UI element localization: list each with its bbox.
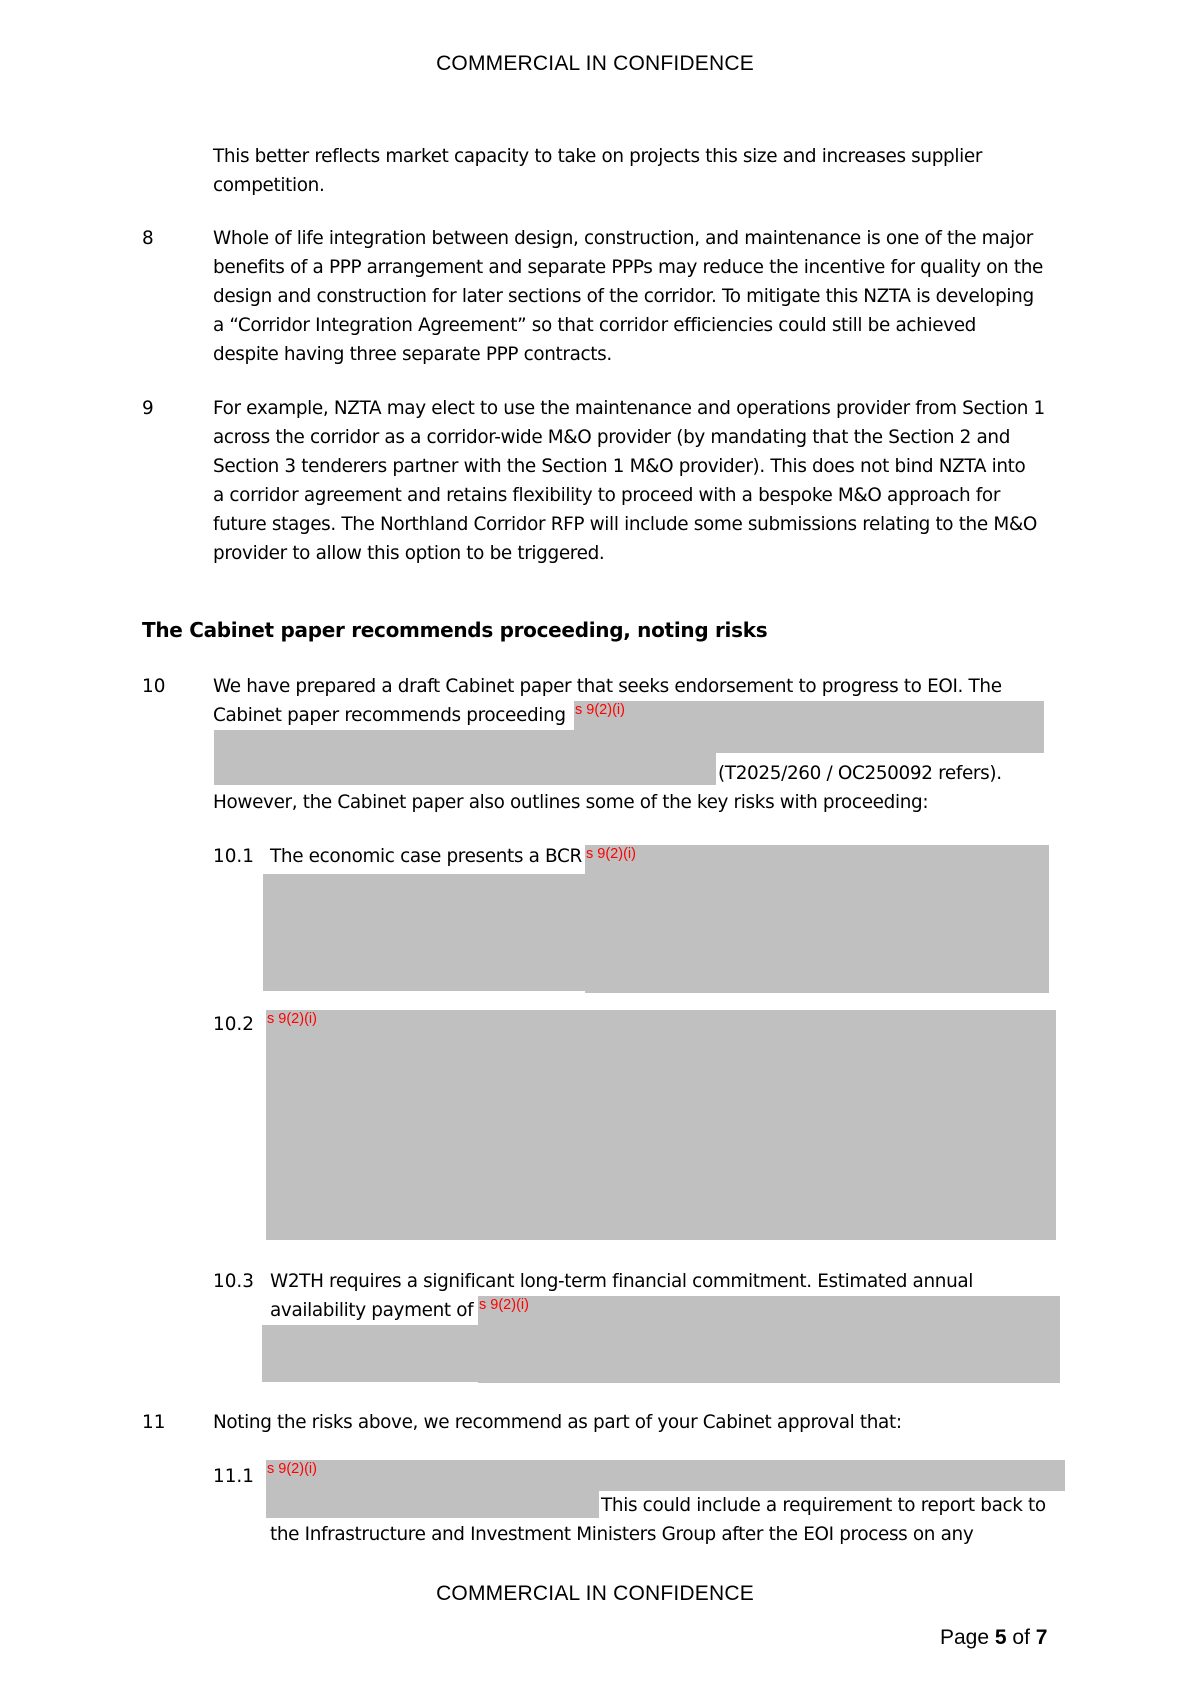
redaction-block	[262, 1325, 480, 1382]
item-11-1-number: 11.1	[213, 1466, 254, 1487]
para-8-line-3: design and construction for later sections of the corridor. To mitigate this NZTA is developing	[213, 286, 1034, 307]
page-total: 7	[1035, 1626, 1048, 1649]
para-8-line-5: despite having three separate PPP contracts.	[213, 344, 612, 365]
redaction-label: s 9(2)(i)	[267, 1011, 317, 1027]
item-10-1-number: 10.1	[213, 846, 254, 867]
para-9-line-1: For example, NZTA may elect to use the maintenance and operations provider from Section 1	[213, 398, 1045, 419]
page-of: of	[1012, 1626, 1030, 1649]
redaction-block	[574, 701, 1044, 730]
para-9-line-4: a corridor agreement and retains flexibility to proceed with a bespoke M&O approach for	[213, 485, 1001, 506]
intro-line-1: This better reflects market capacity to take on projects this size and increases supplier	[213, 146, 983, 167]
redaction-label: s 9(2)(i)	[586, 846, 636, 862]
page-current: 5	[994, 1626, 1007, 1649]
redaction-block	[214, 730, 1044, 753]
redaction-label: s 9(2)(i)	[575, 702, 625, 718]
para-10-line-3: (T2025/260 / OC250092 refers).	[718, 763, 1002, 784]
redaction-block	[214, 753, 716, 785]
para-9-line-2: across the corridor as a corridor-wide M&O provider (by mandating that the Section 2 and	[213, 427, 1011, 448]
redaction-block	[585, 845, 1049, 993]
para-9-number: 9	[142, 398, 154, 419]
para-8-line-4: a “Corridor Integration Agreement” so that corridor efficiencies could still be achieved	[213, 315, 976, 336]
redaction-block	[266, 1491, 599, 1518]
para-11-line-1: Noting the risks above, we recommend as part of your Cabinet approval that:	[213, 1412, 902, 1433]
para-8-number: 8	[142, 228, 154, 249]
item-10-3-line-1: W2TH requires a significant long-term financial commitment. Estimated annual	[270, 1271, 974, 1292]
item-11-1-line-2: This could include a requirement to report back to	[601, 1495, 1046, 1516]
para-10-line-4: However, the Cabinet paper also outlines some of the key risks with proceeding:	[213, 792, 929, 813]
para-9-line-5: future stages. The Northland Corridor RFP will include some submissions relating to the M&O	[213, 514, 1037, 535]
redaction-label: s 9(2)(i)	[479, 1297, 529, 1313]
para-9-line-3: Section 3 tenderers partner with the Section 1 M&O provider). This does not bind NZTA into	[213, 456, 1026, 477]
redaction-block	[478, 1296, 1060, 1383]
item-10-3-line-2: availability payment of	[270, 1300, 474, 1321]
redaction-block	[263, 874, 587, 991]
para-10-line-2: Cabinet paper recommends proceeding	[213, 705, 566, 726]
para-8-line-2: benefits of a PPP arrangement and separate PPPs may reduce the incentive for quality on the	[213, 257, 1043, 278]
para-8-line-1: Whole of life integration between design, construction, and maintenance is one of the major	[213, 228, 1034, 249]
redaction-block	[266, 1460, 1065, 1491]
intro-line-2: competition.	[213, 175, 325, 196]
para-9-line-6: provider to allow this option to be triggered.	[213, 543, 605, 564]
redaction-block	[266, 1010, 1056, 1240]
page-word: Page	[940, 1626, 990, 1649]
item-10-3-number: 10.3	[213, 1271, 254, 1292]
section-heading: The Cabinet paper recommends proceeding, noting risks	[142, 618, 768, 642]
footer-classification: COMMERCIAL IN CONFIDENCE	[436, 1582, 754, 1605]
item-11-1-line-3: the Infrastructure and Investment Ministers Group after the EOI process on any	[270, 1524, 974, 1545]
redaction-label: s 9(2)(i)	[267, 1461, 317, 1477]
para-10-number: 10	[142, 676, 166, 697]
item-10-1-text: The economic case presents a BCR	[270, 846, 582, 867]
item-10-2-number: 10.2	[213, 1014, 254, 1035]
header-classification: COMMERCIAL IN CONFIDENCE	[436, 52, 754, 75]
page-number	[940, 1626, 1047, 1650]
para-11-number: 11	[142, 1412, 166, 1433]
para-10-line-1: We have prepared a draft Cabinet paper that seeks endorsement to progress to EOI. The	[213, 676, 1002, 697]
